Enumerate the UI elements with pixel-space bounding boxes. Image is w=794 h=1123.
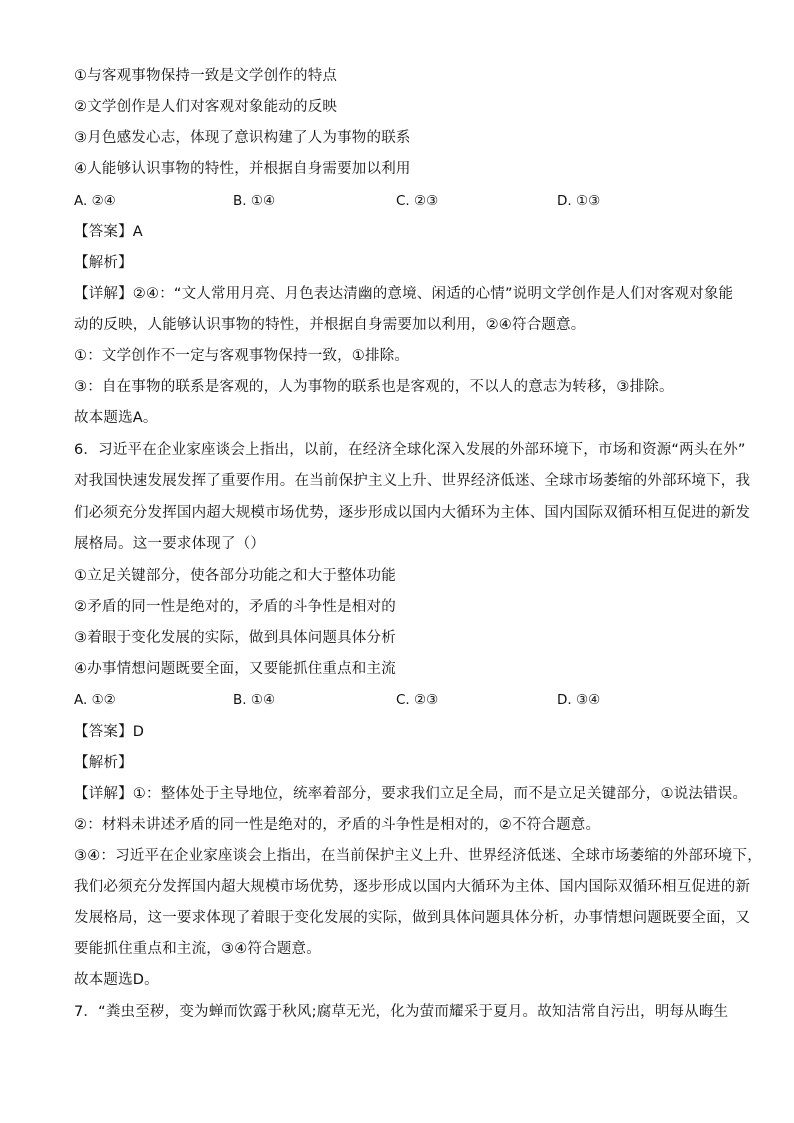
q6-statement-1: ①立足关键部分，使各部分功能之和大于整体功能	[74, 568, 396, 584]
q5-option-d: D. ①③	[557, 193, 601, 209]
q5-statement-2: ②文学创作是人们对客观对象能动的反映	[74, 99, 338, 115]
q6-option-c: C. ②③	[396, 692, 439, 708]
q5-detail-line-4: ③：自在事物的联系是客观的，人为事物的联系也是客观的，不以人的意志为转移，③排除。	[74, 379, 674, 395]
q6-stem-line-4: 展格局。这一要求体现了（）	[74, 536, 266, 552]
q6-stem-line-3: 们必须充分发挥国内超大规模市场优势，逐步形成以国内大循环为主体、国内国际双循环相互促进的新发	[74, 505, 751, 521]
q5-answer: 【答案】A	[74, 224, 143, 240]
q6-statement-4: ④办事情想问题既要全面，又要能抓住重点和主流	[74, 661, 396, 677]
q6-detail-line-1: 【详解】①：整体处于主导地位，统率着部分，要求我们立足全局，而不是立足关键部分，①说法错误。	[74, 786, 748, 802]
q5-statement-1: ①与客观事物保持一致是文学创作的特点	[74, 68, 338, 84]
q5-option-b: B. ①④	[233, 193, 276, 209]
q5-analysis-label: 【解析】	[74, 255, 133, 271]
q5-option-a: A. ②④	[74, 193, 116, 209]
q6-statement-3: ③着眼于变化发展的实际，做到具体问题具体分析	[74, 630, 396, 646]
q5-statement-4: ④人能够认识事物的特性，并根据自身需要加以利用	[74, 161, 411, 177]
q5-option-c: C. ②③	[396, 193, 439, 209]
q6-conclusion: 故本题选D。	[74, 972, 159, 988]
q6-stem-line-2: 对我国快速发展发挥了重要作用。在当前保护主义上升、世界经济低迷、全球市场萎缩的外部环境下，我	[74, 473, 751, 489]
q6-stem-line-1: 6．习近平在企业家座谈会上指出，以前，在经济全球化深入发展的外部环境下，市场和资源“两头在外”	[74, 442, 746, 458]
q6-analysis-label: 【解析】	[74, 755, 133, 771]
q6-detail-line-3: ③④：习近平在企业家座谈会上指出，在当前保护主义上升、世界经济低迷、全球市场萎缩的外部环境下，	[74, 848, 762, 864]
q6-detail-line-2: ②：材料未讲述矛盾的同一性是绝对的，矛盾的斗争性是相对的，②不符合题意。	[74, 817, 601, 833]
q5-detail-line-1: 【详解】②④：“文人常用月亮、月色表达清幽的意境、闲适的心情”说明文学创作是人们对客观对象能	[74, 286, 734, 302]
q6-detail-line-5: 发展格局，这一要求体现了着眼于变化发展的实际，做到具体问题具体分析，办事情想问题既要全面，又	[74, 910, 751, 926]
q6-option-b: B. ①④	[233, 692, 276, 708]
q5-statement-3: ③月色感发心志，体现了意识构建了人为事物的联系	[74, 130, 411, 146]
q6-statement-2: ②矛盾的同一性是绝对的，矛盾的斗争性是相对的	[74, 599, 396, 615]
q6-detail-line-6: 要能抓住重点和主流，③④符合题意。	[74, 941, 321, 957]
q5-detail-line-2: 动的反映，人能够认识事物的特性，并根据自身需要加以利用，②④符合题意。	[74, 317, 586, 333]
q6-option-a: A. ①②	[74, 692, 116, 708]
q6-detail-line-4: 我们必须充分发挥国内超大规模市场优势，逐步形成以国内大循环为主体、国内国际双循环相互促进的新	[74, 879, 751, 895]
q6-answer: 【答案】D	[74, 724, 145, 740]
q5-detail-line-3: ①：文学创作不一定与客观事物保持一致，①排除。	[74, 348, 410, 364]
q5-conclusion: 故本题选A。	[74, 410, 158, 426]
q7-stem-line-1: 7．“粪虫至秽，变为蝉而饮露于秋风;腐草无光，化为萤而耀采于夏月。故知洁常自污出，明每从晦生	[74, 1004, 729, 1020]
q6-option-d: D. ③④	[557, 692, 601, 708]
